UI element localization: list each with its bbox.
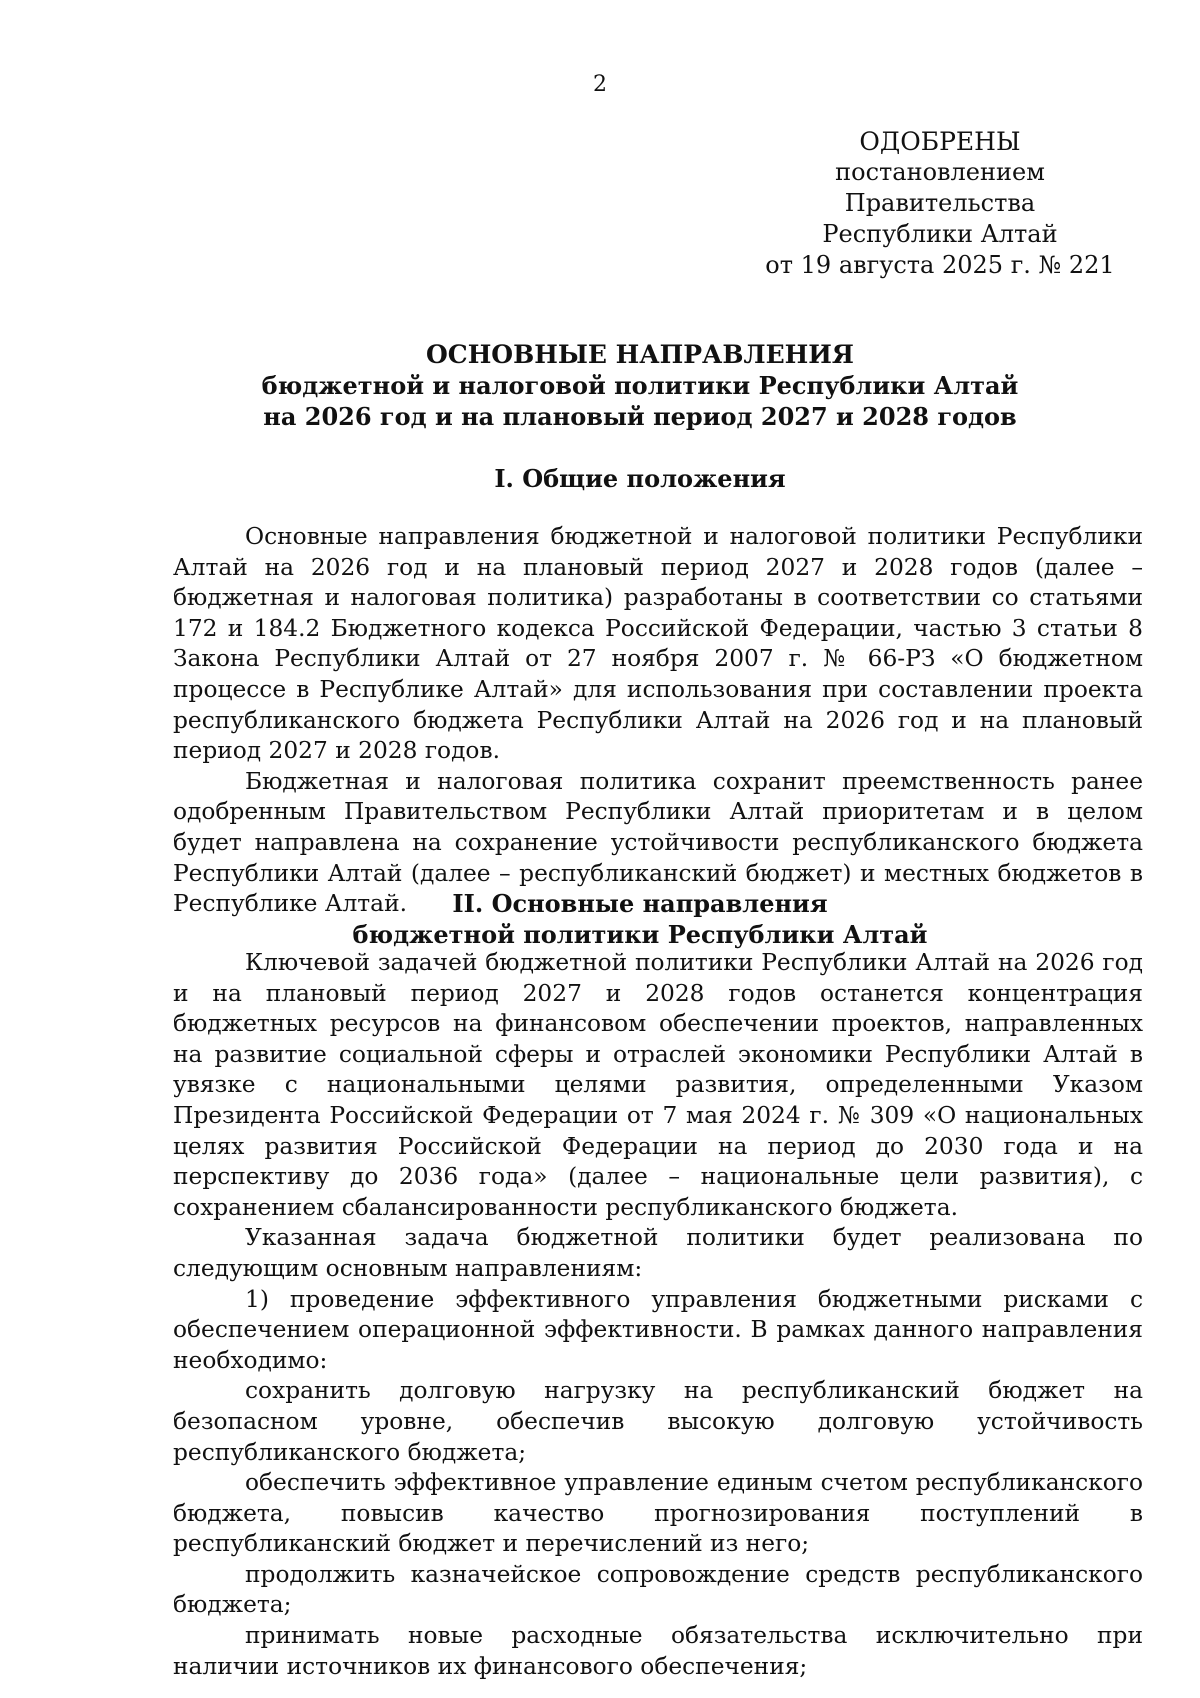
title-main-line: ОСНОВНЫЕ НАПРАВЛЕНИЯ [426,340,854,369]
list-item: 1) проведение эффективного управления бюджетными рисками с обеспечением операционной эффективности. В рамках данного направления необходимо: [173,1285,1143,1374]
paragraph: Ключевой задачей бюджетной политики Республики Алтай на 2026 год и на плановый период 2027 и 2028 годов останется концентрация бюджетных ресурсов на финансовом обеспечении проектов, направленных на развитие социальной сферы и отраслей экономики Республики Алтай в увязке с национальными целями развития, определенными Указом Президента Российской Федерации от 7 мая 2024 г. № 309 «О национальных целях развития Российской Федерации на период до 2030 года и на перспективу до 2036 года» (далее – национальные цели развития), с сохранением сбалансированности республиканского бюджета. [173,949,1143,1221]
approval-heading: ОДОБРЕНЫ [859,127,1021,156]
section-1-body [173,522,1143,920]
document-title [180,339,1100,432]
section-2-heading [180,888,1100,950]
list-item: принимать новые расходные обязательства исключительно при наличии источников их финансового обеспечения; [173,1622,1143,1680]
approval-line-resolution: постановлением Правительства [835,158,1045,217]
approval-stamp-block [760,126,1120,281]
paragraph: Указанная задача бюджетной политики будет реализована по следующим основным направлениям: [173,1224,1143,1282]
title-period-line: на 2026 год и на плановый период 2027 и 2028 годов [263,402,1017,431]
approval-line-date: от 19 августа 2025 г. № 221 [765,251,1115,279]
section-2-heading-line-2: бюджетной политики Республики Алтай [352,920,928,949]
page-number: 2 [593,72,607,97]
list-item: обеспечить эффективное управление единым счетом республиканского бюджета, повысив качество прогнозирования поступлений в республиканский бюджет и перечислений из него; [173,1469,1143,1558]
section-2-body [173,948,1143,1682]
section-1-heading: I. Общие положения [494,464,786,493]
paragraph: Основные направления бюджетной и налоговой политики Республики Алтай на 2026 год и на плановый период 2027 и 2028 годов (далее – бюджетная и налоговая политика) разработаны в соответствии со статьями 172 и 184.2 Бюджетного кодекса Российской Федерации, частью 3 статьи 8 Закона Республики Алтай от 27 ноября 2007 г. № 66-РЗ «О бюджетном процессе в Республике Алтай» для использования при составлении проекта республиканского бюджета Республики Алтай на 2026 год и на плановый период 2027 и 2028 годов. [173,523,1143,765]
paragraph: Бюджетная и налоговая политика сохранит преемственность ранее одобренным Правительством Республики Алтай приоритетам и в целом будет направлена на сохранение устойчивости республиканского бюджета Республики Алтай (далее – республиканский бюджет) и местных бюджетов в Республике Алтай. [173,767,1143,918]
approval-line-republic: Республики Алтай [822,220,1058,248]
section-2-heading-line-1: II. Основные направления [452,889,828,918]
list-item: сохранить долговую нагрузку на республиканский бюджет на безопасном уровне, обеспечив высокую долговую устойчивость республиканского бюджета; [173,1377,1143,1466]
list-item: продолжить казначейское сопровождение средств республиканского бюджета; [173,1560,1143,1619]
title-subtitle-line: бюджетной и налоговой политики Республики Алтай [261,371,1019,400]
